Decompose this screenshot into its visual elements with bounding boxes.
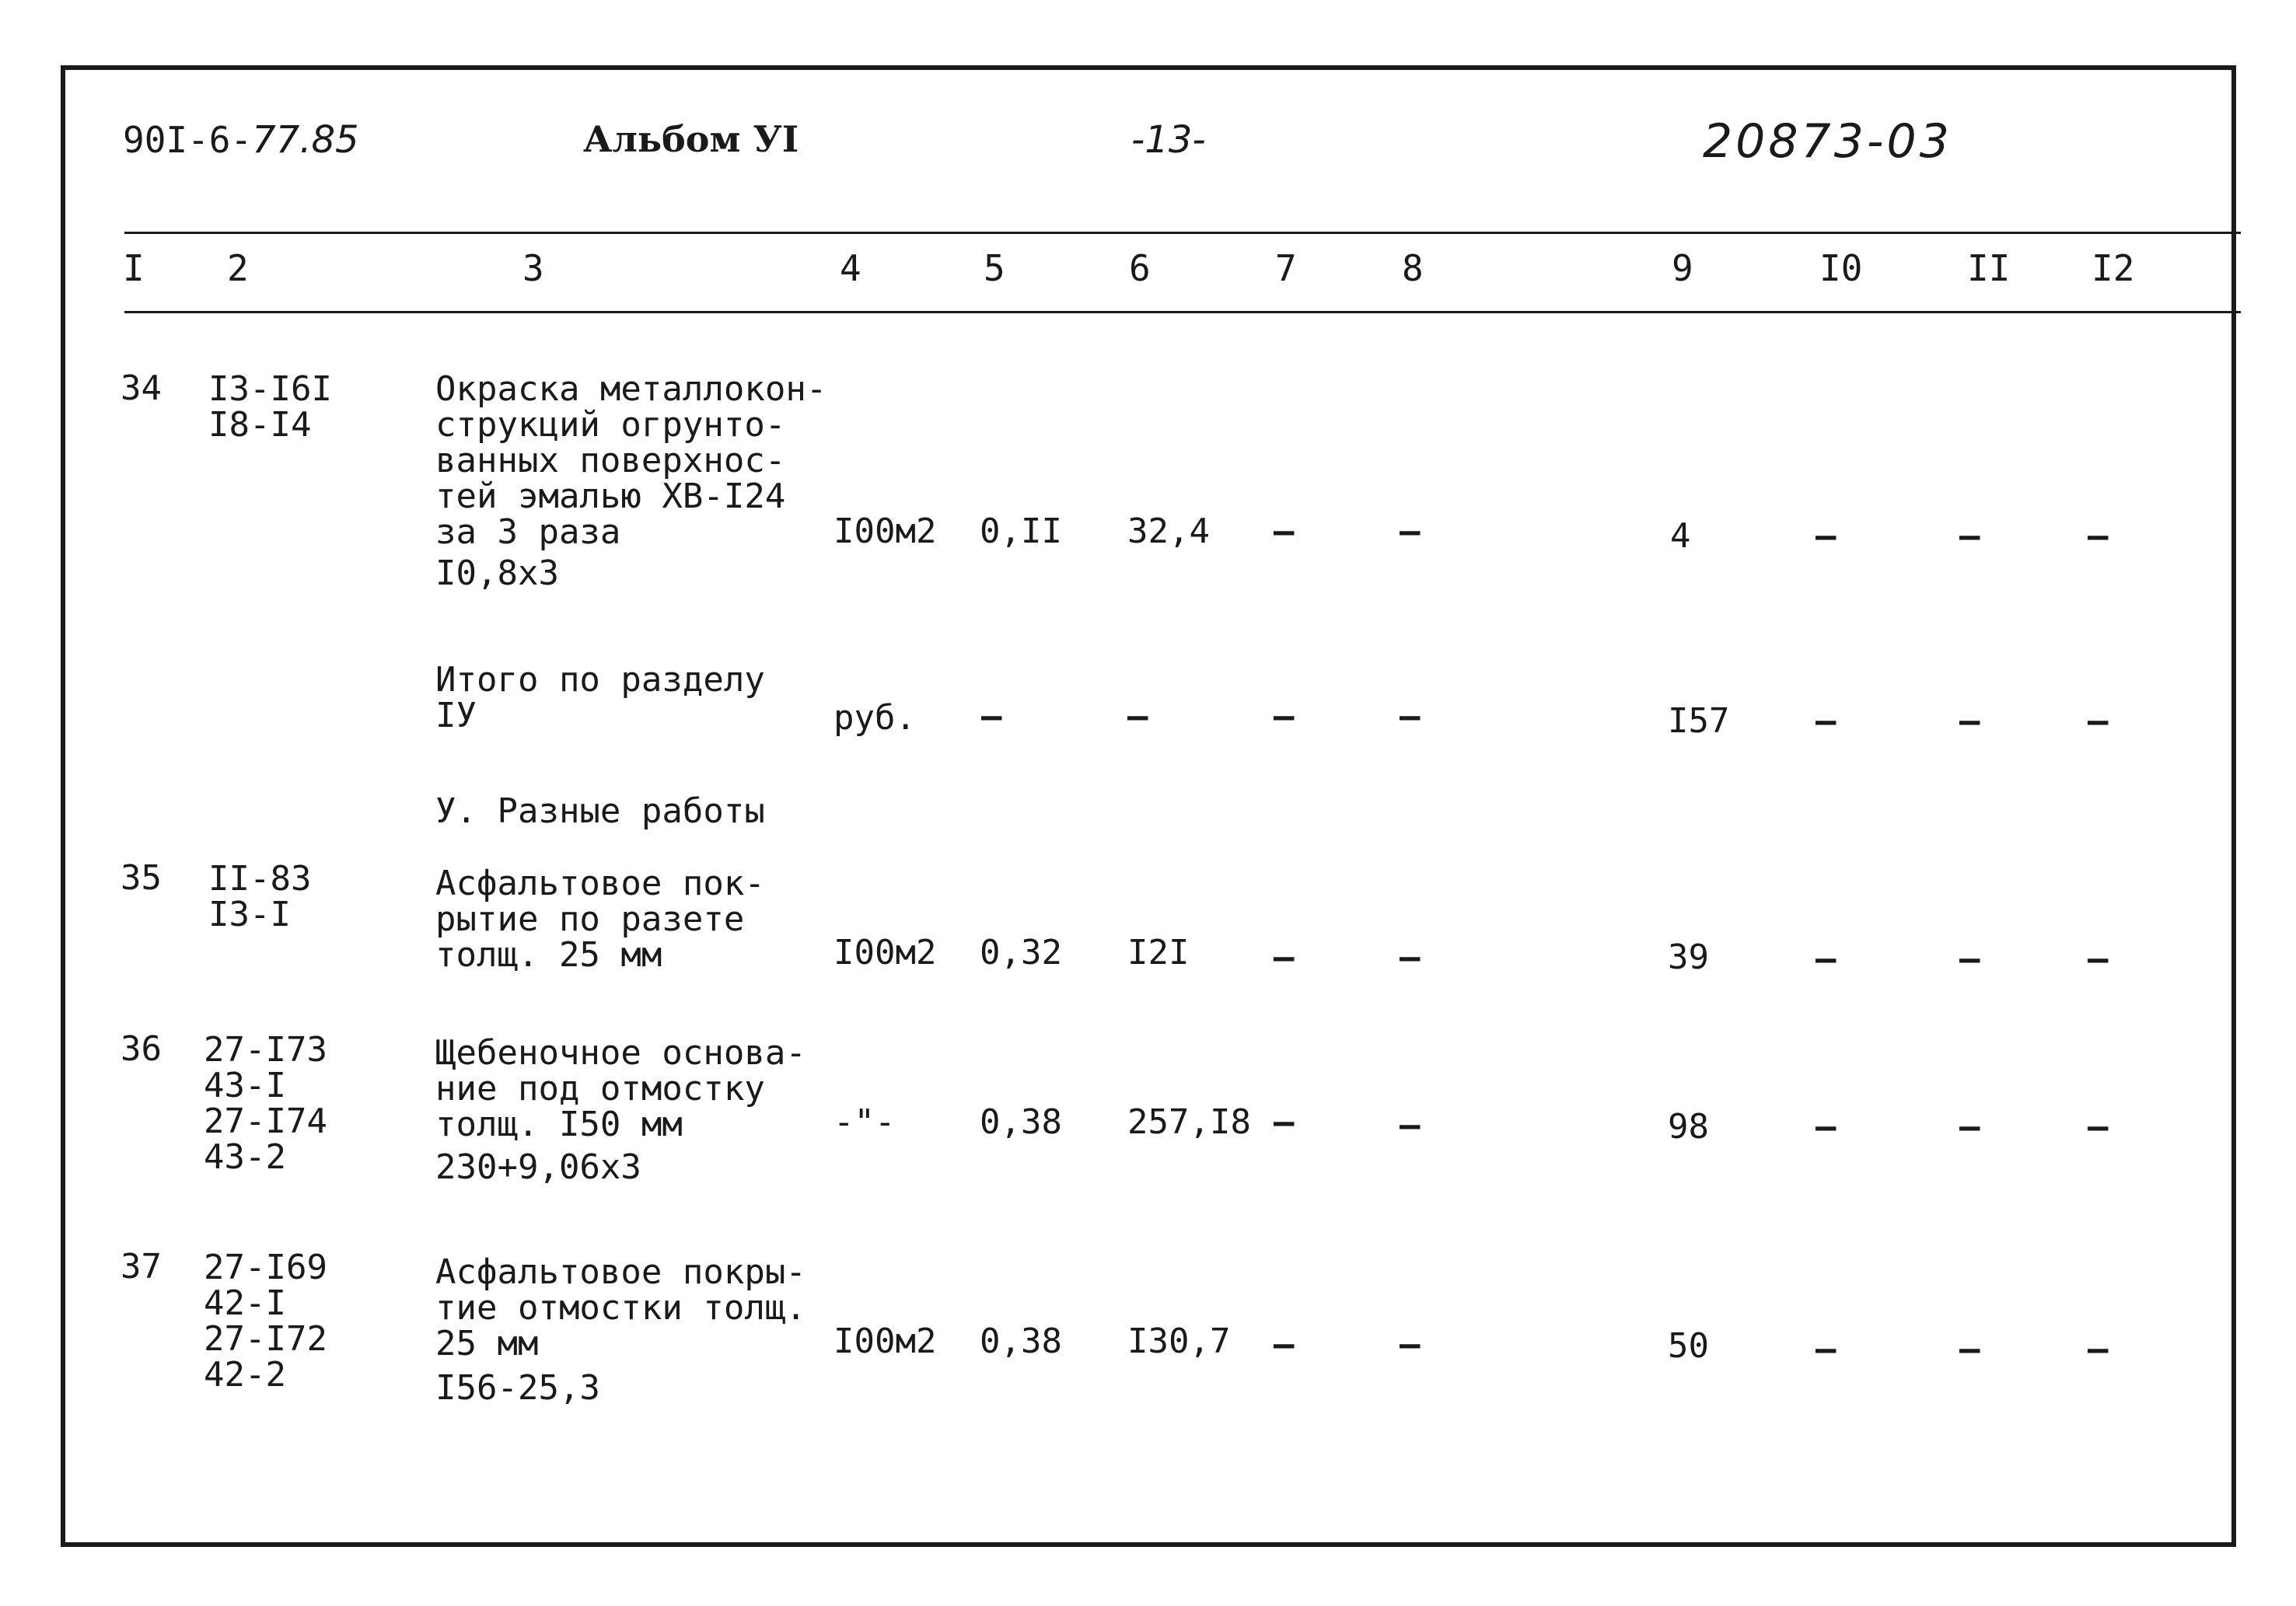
row-37-calculation: I56-25,3 — [435, 1368, 600, 1408]
row-37-col9: 50 — [1668, 1326, 1709, 1366]
header-rule-top — [124, 232, 2241, 234]
row-36-col10: – — [1815, 1107, 1836, 1147]
row-36-col12: – — [2088, 1107, 2109, 1147]
row-34-description: Окраска металлокон- струкций огрунто- ванных поверхнос- тей эмалью ХВ-I24 за 3 раза — [435, 369, 827, 552]
col-header-1: I — [123, 247, 145, 289]
total-section-4-col5: – — [981, 697, 1002, 736]
row-35-col7: – — [1274, 937, 1295, 977]
row-36-description: Щебеночное основа- ние под отмостку толщ. I50 мм — [435, 1033, 806, 1144]
col-header-3: 3 — [522, 247, 544, 289]
row-35-col10: – — [1815, 939, 1836, 979]
col-header-8: 8 — [1402, 247, 1424, 289]
row-36-unit: -"- — [833, 1102, 896, 1142]
total-section-4-unit: руб. — [833, 698, 916, 738]
row-34-col7: – — [1274, 511, 1295, 551]
row-36-number: 36 — [121, 1029, 162, 1069]
row-37-quantity: 0,38 — [980, 1321, 1062, 1361]
row-35-description: Асфальтовое пок- рытие по разете толщ. 25 мм — [435, 864, 765, 975]
row-37-unit: I00м2 — [833, 1321, 937, 1361]
row-34-number: 34 — [121, 368, 162, 408]
col-header-9: 9 — [1672, 247, 1693, 289]
row-36-price: 257,I8 — [1127, 1102, 1251, 1142]
col-header-5: 5 — [984, 247, 1005, 289]
row-34-col8: – — [1400, 511, 1421, 551]
row-37-codes: 27-I69 42-I 27-I72 42-2 — [204, 1248, 327, 1395]
section-5-title: У. Разные работы — [435, 791, 765, 831]
row-34-col11: – — [1959, 516, 1980, 556]
col-header-7: 7 — [1275, 247, 1297, 289]
row-35-col11: – — [1959, 939, 1980, 979]
doc-code-typed: 90I-6- — [123, 119, 253, 161]
row-35-price: I2I — [1127, 933, 1190, 972]
row-37-description: Асфальтовое покры- тие отмостки толщ. 25 мм — [435, 1252, 806, 1363]
total-section-4-col11: – — [1959, 701, 1980, 741]
row-35-col8: – — [1400, 937, 1421, 977]
col-header-10: I0 — [1819, 247, 1863, 289]
row-36-codes: 27-I73 43-I 27-I74 43-2 — [204, 1030, 327, 1177]
row-34-col10: – — [1815, 516, 1836, 556]
row-37-col12: – — [2088, 1329, 2109, 1369]
row-34-codes: I3-I6I I8-I4 — [208, 369, 332, 445]
row-37-price: I30,7 — [1127, 1321, 1231, 1361]
row-35-codes: II-83 I3-I — [208, 859, 312, 934]
row-35-unit: I00м2 — [833, 933, 937, 972]
total-section-4-col9: I57 — [1668, 701, 1730, 741]
row-35-col12: – — [2088, 939, 2109, 979]
row-36-quantity: 0,38 — [980, 1102, 1062, 1142]
drawing-number: 20873-03 — [1703, 114, 1952, 169]
col-header-4: 4 — [840, 247, 861, 289]
total-section-4-col12: – — [2088, 701, 2109, 741]
row-34-col12: – — [2088, 516, 2109, 556]
row-36-col7: – — [1274, 1102, 1295, 1142]
page-number: -13- — [1131, 118, 1206, 162]
row-36-col9: 98 — [1668, 1107, 1709, 1147]
col-header-6: 6 — [1129, 247, 1151, 289]
total-section-4-col10: – — [1815, 701, 1836, 741]
row-34-quantity: 0,II — [980, 511, 1062, 551]
row-34-col9: 4 — [1670, 516, 1691, 556]
row-36-calculation: 230+9,06x3 — [435, 1147, 641, 1187]
col-header-2: 2 — [227, 247, 249, 289]
row-36-col11: – — [1959, 1107, 1980, 1147]
row-36-col8: – — [1400, 1105, 1421, 1145]
row-34-unit: I00м2 — [833, 511, 937, 551]
row-35-quantity: 0,32 — [980, 933, 1062, 972]
row-35-number: 35 — [121, 858, 162, 898]
row-37-col11: – — [1959, 1329, 1980, 1369]
row-35-col9: 39 — [1668, 937, 1709, 977]
col-header-12: I2 — [2092, 247, 2135, 289]
doc-code — [123, 118, 359, 162]
total-section-4-col6: – — [1127, 697, 1148, 736]
total-section-4-label: Итого по разделу IУ — [435, 660, 765, 735]
row-34-calculation: I0,8x3 — [435, 553, 559, 593]
total-section-4-col8: – — [1400, 697, 1421, 736]
row-34-price: 32,4 — [1127, 511, 1210, 551]
row-37-col8: – — [1400, 1325, 1421, 1364]
total-section-4-col7: – — [1274, 697, 1295, 736]
album-title: Альбом УI — [583, 118, 799, 160]
col-header-11: II — [1967, 247, 2011, 289]
row-37-col10: – — [1815, 1329, 1836, 1369]
header-rule-bottom — [124, 311, 2241, 313]
doc-code-handwritten: 77.85 — [252, 118, 359, 162]
row-37-col7: – — [1274, 1325, 1295, 1364]
row-37-number: 37 — [121, 1247, 162, 1287]
